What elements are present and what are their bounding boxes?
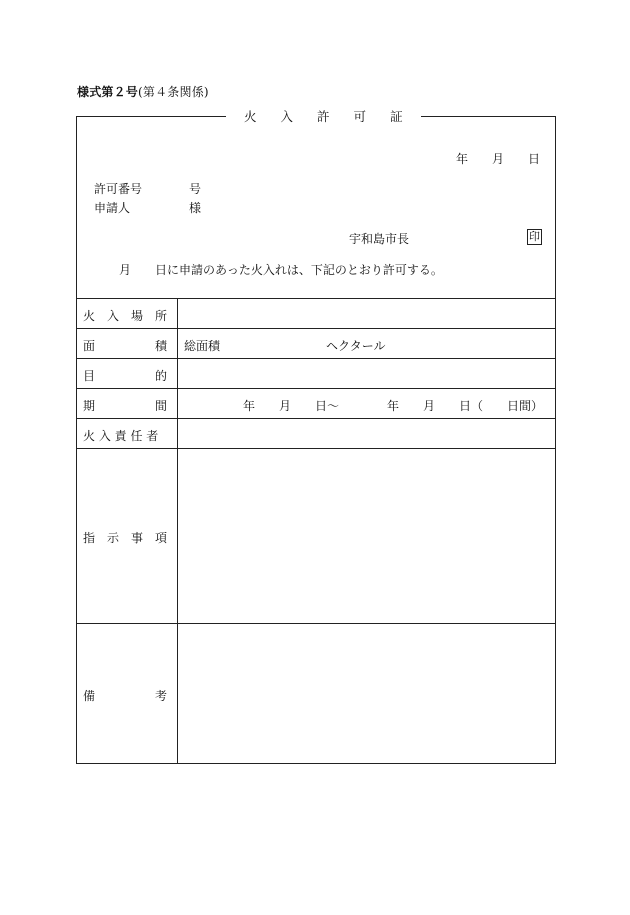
seal-mark: 印	[529, 230, 540, 243]
title-char: 許	[317, 109, 330, 124]
applicant-label: 申請人	[94, 201, 131, 215]
table-row-divider	[76, 298, 556, 299]
form-article-reference: (第４条関係)	[138, 85, 209, 99]
table-column-divider	[177, 298, 178, 764]
area-unit: ヘクタール	[326, 339, 386, 353]
row-label-area: 面 積	[83, 339, 168, 353]
row-label-place: 火 入 場 所	[83, 309, 168, 323]
issuer-mayor: 宇和島市長	[349, 232, 410, 246]
period-value: 年 月 日～ 年 月 日（ 日間）	[243, 399, 544, 413]
permission-statement: 月 日に申請のあった火入れは、下記のとおり許可する。	[119, 263, 443, 277]
row-label-purpose: 目 的	[83, 369, 168, 383]
applicant-honorific: 様	[189, 201, 202, 215]
title-char: 可	[353, 109, 367, 124]
certificate-title	[226, 107, 421, 125]
row-label-remarks: 備 考	[83, 689, 168, 703]
permit-number-label: 許可番号	[94, 182, 143, 196]
form-number-label	[77, 83, 209, 100]
table-row-divider	[76, 328, 556, 329]
area-prefix: 総面積	[184, 339, 221, 353]
row-label-instructions: 指 示 事 項	[83, 531, 168, 545]
table-row-divider	[76, 418, 556, 419]
title-char: 入	[280, 109, 294, 124]
permit-number-suffix: 号	[189, 182, 202, 196]
table-row-divider	[76, 388, 556, 389]
title-char: 証	[390, 109, 403, 124]
row-label-responsible: 火 入 責 任 者	[83, 429, 159, 443]
date-year: 年	[456, 152, 469, 166]
table-row-divider	[76, 448, 556, 449]
date-day: 日	[528, 152, 541, 166]
table-row-divider	[76, 623, 556, 624]
row-label-period: 期 間	[83, 399, 168, 413]
form-number: 様式第２号	[77, 85, 139, 99]
table-row-divider	[76, 358, 556, 359]
issue-date	[456, 150, 540, 167]
date-month: 月	[492, 152, 505, 166]
title-char: 火	[244, 109, 257, 124]
